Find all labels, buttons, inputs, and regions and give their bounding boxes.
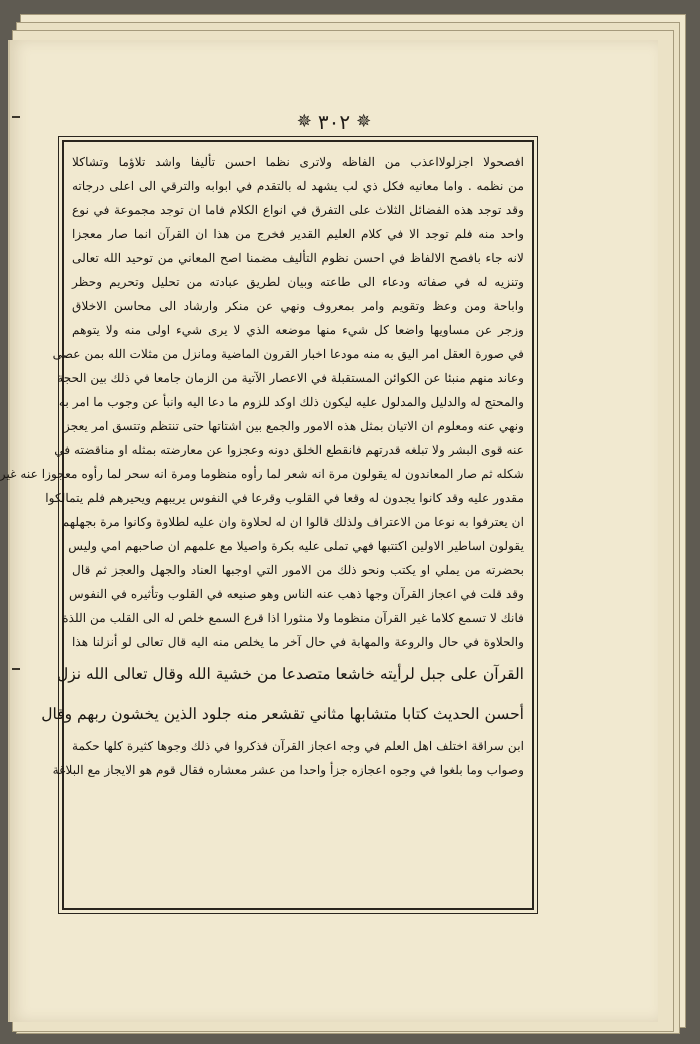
text-line: وزجر عن مساويها واضعا كل شيء منها موضعه الذي لا يرى شيء اولى منه ولا يتوهم bbox=[72, 323, 524, 337]
text-line: فانك لا تسمع كلاما غير القرآن منظوما ولا منثورا اذا قرع السمع خلص له الى القلب من اللذة bbox=[62, 611, 524, 625]
text-line: وصواب وما بلغوا في وجوه اعجازه جزأ واحدا من عشر معشاره فقال قوم هو الايجاز مع البلاغة bbox=[52, 763, 524, 777]
text-line: ونهي عنه ومعلوم ان الاتيان بمثل هذه الامور والجمع بين اشتاتها حتى تنتظم وتتسق امر يعجز bbox=[64, 419, 524, 433]
text-line: والمحتج له والدليل والمدلول عليه ليكون ذلك اوكد للزوم ما دعا اليه وانبأ عن وجوب ما امر به bbox=[58, 395, 524, 409]
text-line: وقد قلت في اعجاز القرآن وجها ذهب عنه الناس وهو صنيعه في القلوب وتأثيره في النفوس bbox=[69, 587, 524, 601]
text-line: من نظمه . واما معانيه فكل ذي لب يشهد له بالتقدم في ابوابه والترقي الى اعلى درجاته bbox=[72, 179, 524, 193]
quran-verse-line: أحسن الحديث كتابا متشابها مثاني تقشعر منه جلود الذين يخشون ربهم وقال bbox=[41, 705, 524, 723]
text-frame bbox=[0, 136, 538, 914]
text-line: في صورة العقل امر اليق به منه مودعا اخبار القرون الماضية ومانزل من مثلات الله بمن عصى bbox=[52, 347, 524, 361]
page-header bbox=[10, 104, 658, 140]
text-line: يقولون اساطير الاولين اكتتبها فهي تملى عليه بكرة واصيلا مع علمهم ان صاحبهم امي وليس bbox=[68, 539, 524, 553]
text-line: واحد منه فلم توجد الا في كلام العليم القدير فخرج من هذا ان القرآن انما صار معجزا bbox=[72, 227, 524, 241]
book-page bbox=[0, 40, 658, 1022]
text-line: وتنزيه له في صفاته ودعاء الى طاعته وبيان لطريق عبادته من تحليل وتحريم وحظر bbox=[72, 275, 524, 289]
text-line: مقدور عليه وقد كانوا يجدون له وقعا في القلوب وقرعا في النفوس يريبهم ويحيرهم فلم يتمالكوا bbox=[45, 491, 524, 505]
text-line: وعاند منهم منبئا عن الكوائن المستقبلة في الاعصار الآتية من الزمان جامعا في ذلك بين الحجة bbox=[57, 371, 524, 385]
text-frame-inner bbox=[0, 140, 534, 910]
text-line: شكله ثم صار المعاندون له يقولون مرة انه شعر لما رأوه منظوما ومرة انه سحر لما رأوه معجوزا عنه غير bbox=[0, 467, 524, 481]
text-line: بحضرته من يملي او يكتب ونحو ذلك من الامور التي اوجبها العناد والجهل والعجز ثم قال bbox=[72, 563, 524, 577]
text-line: لانه جاء بافصح الالفاظ في احسن نظوم التأليف مضمنا اصح المعاني من توحيد الله تعالى bbox=[72, 251, 524, 265]
text-block bbox=[0, 150, 524, 902]
text-line: ان يعترفوا به نوعا من الاعتراف ولذلك قالوا ان له لحلاوة وان عليه لطلاوة وكانوا مرة بجهلهم bbox=[61, 515, 524, 529]
ornament-icon: ✵ bbox=[356, 111, 372, 132]
text-line: افصحولا اجزلولااعذب من الفاظه ولاترى نظما احسن تأليفا واشد تلاؤما وتشاكلا bbox=[72, 155, 524, 169]
ornament-icon: ✵ bbox=[296, 111, 312, 132]
page-number: ٣٠٢ bbox=[317, 110, 351, 134]
text-line: عنه قوى البشر ولا تبلغه قدرتهم فانقطع الخلق دونه وعجزوا عن معارضته بمثله او مناقضته في bbox=[54, 443, 524, 457]
binding-mark bbox=[12, 668, 20, 670]
text-line: واباحة ومن وعظ وتقويم وامر بمعروف ونهي عن منكر وارشاد الى محاسن الاخلاق bbox=[72, 299, 524, 313]
text-line: والحلاوة في حال والروعة والمهابة في حال آخر ما يخلص منه اليه قال تعالى لو أنزلنا هذا bbox=[72, 635, 524, 649]
quran-verse-line: القرآن على جبل لرأيته خاشعا متصدعا من خشية الله وقال تعالى الله نزل bbox=[56, 665, 524, 683]
text-line: ابن سراقة اختلف اهل العلم في وجه اعجاز القرآن فذكروا في ذلك وجوها كثيرة كلها حكمة bbox=[72, 739, 524, 753]
text-line: وقد توجد هذه الفضائل الثلاث على التفرق في انواع الكلام فاما ان توجد مجموعة في نوع bbox=[72, 203, 524, 217]
